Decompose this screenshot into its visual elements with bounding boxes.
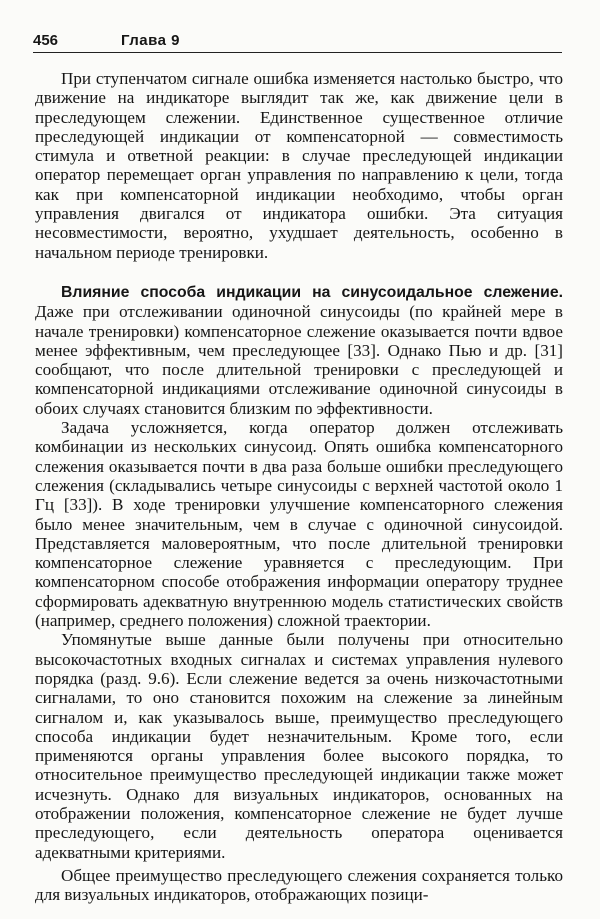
body-text (35, 69, 563, 904)
paragraph-4-text: Упомянутые выше данные были получены при относительно высокочастотных входных сигналах и системах управления нулевого порядка (разд. 9.6). Если слежение ведется за очень низкочастотными сигналами, то оно становится похожим на слежение за линейным сигналом и, как указывалось выше, преимущество преследующего способа индикации будет незначительным. Кроме того, если применяются органы управления более высокого порядка, то относительное преимущество преследующей индикации также может исчезнуть. Однако для визуальных индикаторов, основанных на отображении положения, компенсаторное слежение не будет лучше преследующего, если деятельность оператора оценивается адекватными критериями. (35, 630, 563, 862)
page-number: 456 (33, 32, 59, 49)
paragraph-4 (35, 630, 563, 862)
paragraph-1 (35, 69, 563, 262)
paragraph-3 (35, 418, 563, 630)
paragraph-5-text: Общее преимущество преследующего слежения сохраняется только для визуальных индикаторов, отображающих позици- (35, 865, 563, 905)
paragraph-1-text: При ступенчатом сигнале ошибка изменяется настолько быстро, что движение на индикаторе выглядит так же, как движение цели в преследующем слежении. Единственное существенное отличие преследующей индикации от компенсаторной — совместимость стимула и ответной реакции: в случае преследующей индикации оператор перемещает орган управления по направлению к цели, тогда как при компенсаторной индикации необходимо, чтобы орган управления двигался от индикатора ошибки. Эта ситуация несовместимости, вероятно, ухудшает деятельность, особенно в начальном периоде тренировки. (35, 69, 563, 262)
running-header (33, 28, 562, 53)
paragraph-2-text: Даже при отслеживании одиночной синусоиды (по крайней мере в начале тренировки) компенсаторное слежение оказывается почти вдвое менее эффективным, чем преследующее [33]. Однако Пью и др. [31] сообщают, что после длительной тренировки с преследующей и компенсаторной индикациями отслеживание одиночной синусоиды в обоих случаях становится близким по эффективности. (35, 302, 563, 418)
paragraph-3-text: Задача усложняется, когда оператор должен отслеживать комбинации из нескольких синусоид. Опять ошибка компенсаторного слежения оказывается почти в два раза больше ошибки преследующего слежения (складывались четыре синусоиды с верхней частотой около 1 Гц [33]). В ходе тренировки улучшение компенсаторного слежения было менее значительным, чем в случае с одиночной синусоидой. Представляется маловероятным, что после длительной тренировки компенсаторное слежение уравняется с преследующим. При компенсаторном способе отображения информации оператору труднее сформировать адекватную внутреннюю модель статистических свойств (например, среднего положения) сложной траектории. (35, 418, 563, 631)
section-lead-heading: Влияние способа индикации на синусоидальное слежение. (61, 283, 563, 301)
paragraph-5 (35, 866, 563, 905)
chapter-title: Глава 9 (121, 32, 181, 49)
paragraph-2 (35, 282, 563, 418)
